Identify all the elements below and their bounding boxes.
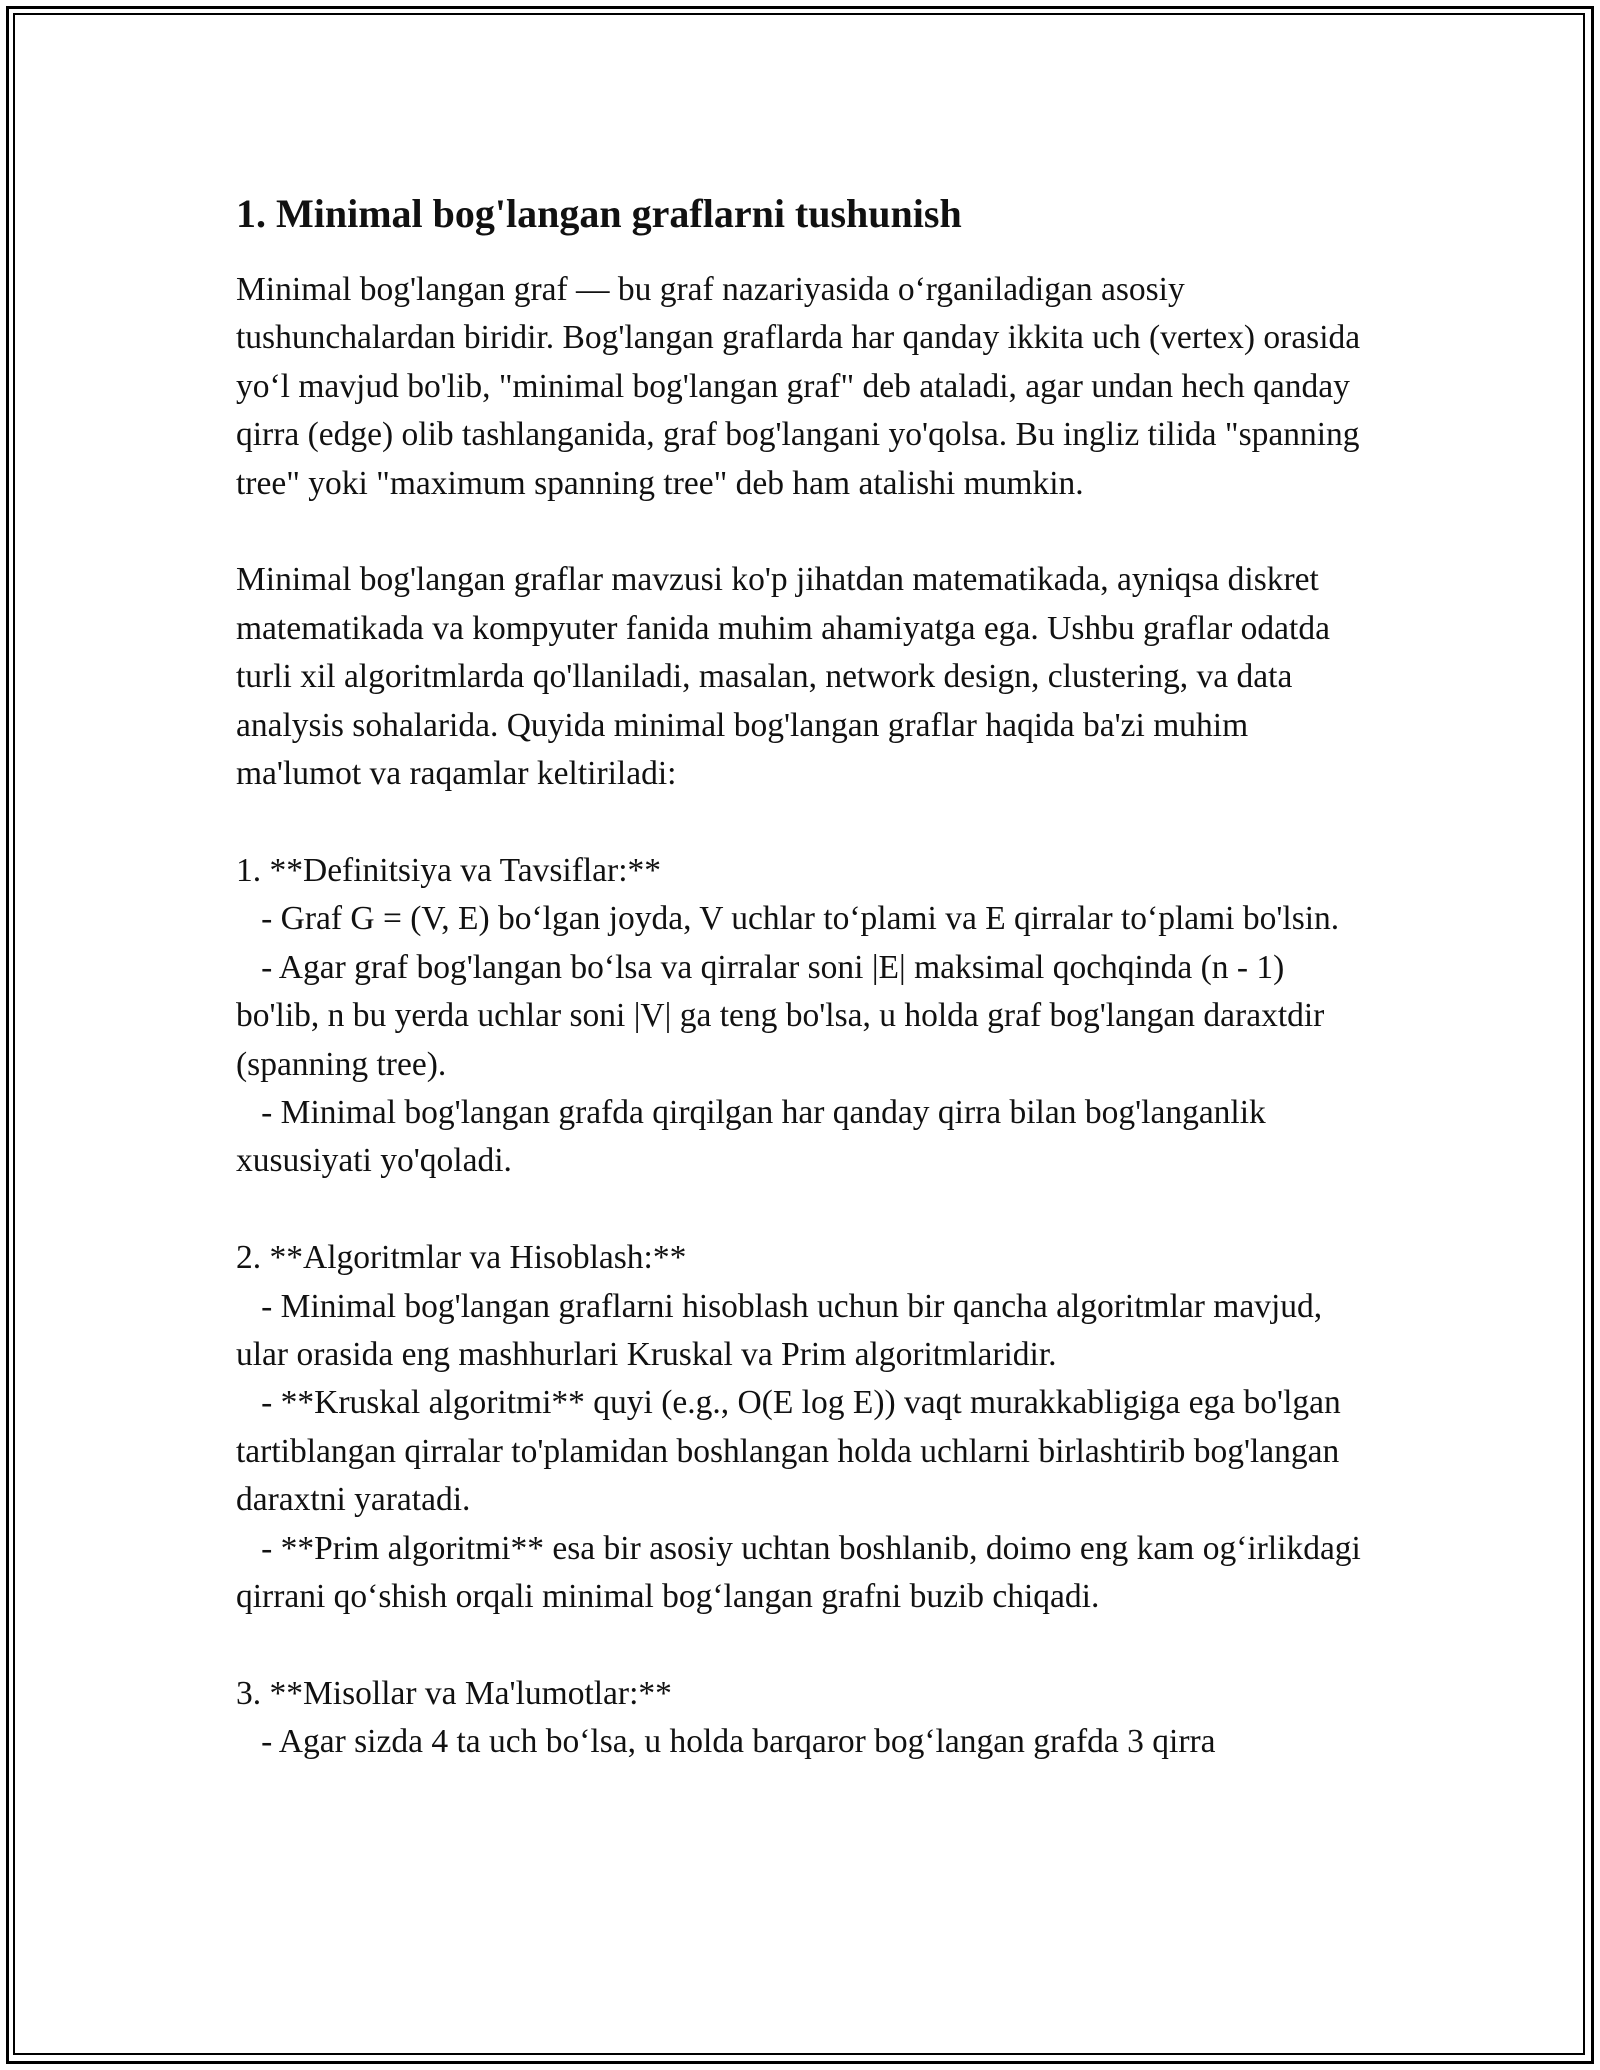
document-content bbox=[236, 188, 1366, 1767]
document-body: Minimal bog'langan graf — bu graf nazariyasida o‘rganiladigan asosiy tushunchalardan biridir. Bog'langan graflarda har qanday ikkita uch (vertex) orasida yo‘l mavjud bo'lib, "minimal bog'langan graf" deb ataladi, agar undan hech qanday qirra (edge) olib tashlanganida, graf bog'langani yo'qolsa. Bu ingliz tilida "spanning tree" yoki "maximum spanning tree" deb ham atalishi mumkin. Minimal bog'langan graflar mavzusi ko'p jihatdan matematikada, ayniqsa diskret matematikada va kompyuter fanida muhim ahamiyatga ega. Ushbu graflar odatda turli xil algoritmlarda qo'llaniladi, masalan, network design, clustering, va data analysis sohalarida. Quyida minimal bog'langan graflar haqida ba'zi muhim ma'lumot va raqamlar keltiriladi: 1. **Definitsiya va Tavsiflar:** - Graf G = (V, E) bo‘lgan joyda, V uchlar to‘plami va E qirralar to‘plami bo'lsin. - Agar graf bog'langan bo‘lsa va qirralar soni |E| maksimal qochqinda (n - 1) bo'lib, n bu yerda uchlar soni |V| ga teng bo'lsa, u holda graf bog'langan daraxtdir (spanning tree). - Minimal bog'langan grafda qirqilgan har qanday qirra bilan bog'langanlik xususiyati yo'qoladi. 2. **Algoritmlar va Hisoblash:** - Minimal bog'langan graflarni hisoblash uchun bir qancha algoritmlar mavjud, ular orasida eng mashhurlari Kruskal va Prim algoritmlaridir. - **Kruskal algoritmi** quyi (e.g., O(E log E)) vaqt murakkabligiga ega bo'lgan tartiblangan qirralar to'plamidan boshlangan holda uchlarni birlashtirib bog'langan daraxtni yaratadi. - **Prim algoritmi** esa bir asosiy uchtan boshlanib, doimo eng kam og‘irlikdagi qirrani qo‘shish orqali minimal bog‘langan grafni buzib chiqadi. 3. **Misollar va Ma'lumotlar:** - Agar sizda 4 ta uch bo‘lsa, u holda barqaror bog‘langan grafda 3 qirra bbox=[236, 271, 1361, 1761]
document-heading: 1. Minimal bog'langan graflarni tushunish bbox=[236, 191, 962, 236]
